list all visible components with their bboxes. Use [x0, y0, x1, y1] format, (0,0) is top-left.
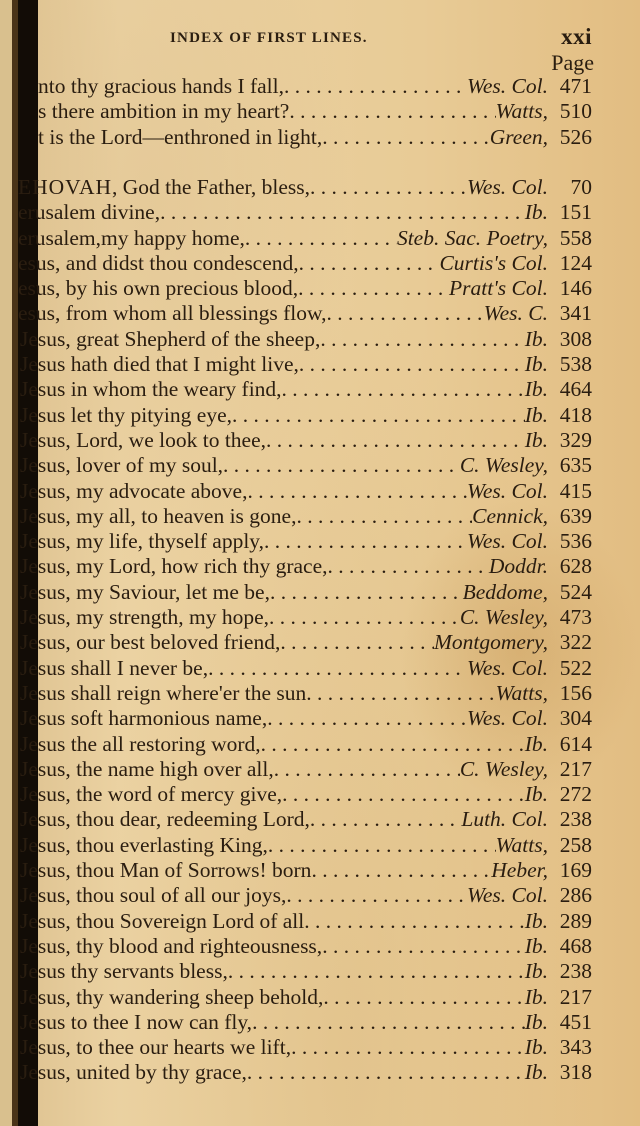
index-section-i [38, 74, 592, 150]
dot-leader [274, 757, 460, 782]
dot-leader [306, 681, 495, 706]
first-line-text: Jesus, our best beloved friend, [20, 630, 281, 655]
hymn-page-number: 169 [559, 858, 592, 883]
hymn-page-number: 558 [559, 225, 592, 250]
first-line-text: Jesus hath died that I might live, [20, 352, 299, 377]
hymn-page-number: 151 [559, 200, 592, 225]
dot-leader [322, 934, 525, 959]
hymn-page-number: 258 [559, 832, 592, 857]
source-attribution: Curtis's Col. [439, 250, 548, 275]
first-line-text: Jesus, my Lord, how rich thy grace, [20, 554, 328, 579]
hymn-page-number: 639 [559, 503, 592, 528]
dot-leader [323, 985, 524, 1010]
index-entry [20, 883, 592, 908]
source-attribution: Doddr. [488, 554, 548, 579]
hymn-page-number: 156 [559, 680, 592, 705]
index-entry [18, 226, 592, 251]
adjacent-page-edge [0, 0, 12, 1126]
first-line-text: esus, and didst thou condescend, [18, 250, 299, 275]
first-line-text: Jesus, thou soul of all our joys, [20, 883, 287, 908]
first-line-text: Jesus, my advocate above, [20, 478, 248, 503]
hymn-page-number: 146 [559, 276, 592, 301]
source-attribution: Ib. [524, 326, 548, 351]
hymn-page-number: 510 [559, 99, 592, 124]
hymn-page-number: 286 [559, 883, 592, 908]
dot-leader [291, 1035, 525, 1060]
hymn-page-number: 468 [559, 933, 592, 958]
index-entry [20, 1010, 592, 1035]
dot-leader [270, 580, 463, 605]
index-entry [20, 580, 592, 605]
hymn-page-number: 272 [559, 782, 592, 807]
dot-leader [310, 175, 467, 200]
dot-leader [208, 656, 467, 681]
index-entry [38, 99, 592, 124]
index-entry [20, 377, 592, 402]
first-line-text: Jesus, thy wandering sheep behold, [20, 984, 324, 1009]
dot-leader [252, 1010, 525, 1035]
first-line-text: Jesus, lover of my soul, [20, 453, 224, 478]
index-entry [20, 706, 592, 731]
hymn-page-number: 322 [559, 630, 592, 655]
index-entry [20, 656, 592, 681]
hymn-page-number: 238 [559, 959, 592, 984]
index-entry [20, 327, 592, 352]
source-attribution: Ib. [524, 200, 548, 225]
hymn-page-number: 538 [559, 352, 592, 377]
index-entry [20, 479, 592, 504]
hymn-page-number: 70 [570, 175, 592, 199]
source-attribution: C. Wesley, [459, 453, 548, 478]
source-attribution: Ib. [524, 959, 548, 984]
dot-leader [267, 706, 467, 731]
source-attribution: Ib. [524, 933, 548, 958]
hymn-page-number: 628 [559, 554, 592, 579]
hymn-page-number: 418 [559, 402, 592, 427]
first-line-text: esus, by his own precious blood, [18, 276, 299, 301]
index-entry [20, 757, 592, 782]
hymn-page-number: 217 [559, 984, 592, 1009]
page-number-roman: xxi [561, 24, 592, 49]
hymn-page-number: 524 [559, 579, 592, 604]
dot-leader [282, 782, 525, 807]
hymn-page-number: 522 [559, 655, 592, 680]
hymn-page-number: 464 [559, 377, 592, 402]
index-entry [20, 630, 592, 655]
source-attribution: Pratt's Col. [449, 276, 548, 301]
source-attribution: Wes. Col. [466, 478, 548, 503]
source-attribution: Wes. Col. [466, 74, 548, 98]
source-attribution: Wes. Col. [466, 655, 548, 680]
first-line-text: t is the Lord—enthroned in light, [38, 124, 323, 149]
source-attribution: Montgomery, [433, 630, 548, 655]
dot-leader [328, 554, 489, 579]
source-attribution: C. Wesley, [459, 756, 548, 781]
first-line-rest: , God the Father, bless, [112, 175, 310, 199]
source-attribution: Wes. Col. [466, 529, 548, 554]
source-attribution: Ib. [524, 377, 548, 402]
first-line-text: Jesus soft harmonious name, [20, 706, 268, 731]
index-entry [20, 782, 592, 807]
index-entry [18, 251, 592, 276]
hymn-page-number: 304 [559, 706, 592, 731]
hymn-page-number: 289 [559, 908, 592, 933]
dot-leader [266, 428, 525, 453]
index-entry [18, 276, 592, 301]
first-line-text: Jesus, my life, thyself apply, [20, 529, 265, 554]
dot-leader [284, 74, 467, 99]
dot-leader [223, 453, 460, 478]
dot-leader [286, 883, 467, 908]
hymn-page-number: 308 [559, 326, 592, 351]
hymn-page-number: 217 [559, 756, 592, 781]
first-line-text: Jesus, my strength, my hope, [20, 605, 270, 630]
source-attribution: Watts, [495, 680, 548, 705]
source-attribution: Steb. Sac. Poetry, [396, 225, 548, 250]
page-column-label: Page [551, 50, 594, 75]
dot-leader [298, 276, 449, 301]
dot-leader [282, 377, 525, 402]
source-attribution: Ib. [524, 908, 548, 933]
hymn-page-number: 341 [559, 301, 592, 326]
first-line-text: Jesus, thou dear, redeeming Lord, [20, 807, 310, 832]
index-entry [20, 605, 592, 630]
source-attribution: Ib. [524, 352, 548, 377]
hymn-page-number: 471 [559, 74, 592, 98]
source-attribution: Wes. Col. [466, 175, 548, 199]
source-attribution: Green, [489, 124, 548, 149]
source-attribution: Beddome, [462, 579, 548, 604]
source-attribution: Watts, [495, 832, 548, 857]
first-line-text: Jesus, great Shepherd of the sheep, [20, 326, 321, 351]
first-line-text: Jesus the all restoring word, [20, 731, 261, 756]
source-attribution: Luth. Col. [461, 807, 548, 832]
first-line-text: Jesus, the word of mercy give, [20, 782, 283, 807]
index-entry [20, 403, 592, 428]
source-attribution: Ib. [524, 1035, 548, 1060]
dot-leader [232, 403, 525, 428]
first-line-text: Jesus, thou Man of Sorrows! born [20, 858, 312, 883]
dot-leader [228, 959, 525, 984]
hymn-page-number: 451 [559, 1009, 592, 1034]
index-entry [18, 175, 592, 200]
first-line-text: erusalem divine, [18, 200, 161, 225]
hymn-page-number: 343 [559, 1035, 592, 1060]
first-line-text: Jesus shall I never be, [20, 655, 209, 680]
dot-leader [327, 301, 484, 326]
first-line-text: Jesus, my all, to heaven is gone, [20, 503, 297, 528]
first-line-text: Jesus to thee I now can fly, [20, 1009, 253, 1034]
source-attribution: Wes. Col. [466, 706, 548, 731]
index-entry [38, 74, 592, 99]
index-entry [20, 807, 592, 832]
index-entry [20, 453, 592, 478]
dot-leader [268, 833, 496, 858]
first-line-text: Jesus, to thee our hearts we lift, [20, 1035, 292, 1060]
hymn-page-number: 238 [559, 807, 592, 832]
first-line-text: Jesus, the name high over all, [20, 756, 274, 781]
hymn-page-number: 614 [559, 731, 592, 756]
hymn-page-number: 124 [559, 250, 592, 275]
source-attribution: C. Wesley, [459, 605, 548, 630]
index-entry [18, 200, 592, 225]
dot-leader [261, 732, 525, 757]
source-attribution: Ib. [524, 1009, 548, 1034]
index-entry [20, 529, 592, 554]
first-line-text: Jesus in whom the weary find, [20, 377, 282, 402]
first-line-text: Jesus, united by thy grace, [20, 1060, 247, 1085]
dot-leader [299, 251, 440, 276]
hymn-page-number: 635 [559, 453, 592, 478]
source-attribution: Cennick, [472, 503, 548, 528]
index-entry [38, 125, 592, 150]
index-entry [20, 681, 592, 706]
index-entry [20, 959, 592, 984]
source-attribution: Ib. [524, 402, 548, 427]
dot-leader [322, 125, 489, 150]
dot-leader [160, 200, 525, 225]
dot-leader [304, 909, 524, 934]
index-entry [20, 909, 592, 934]
hymn-page-number: 526 [559, 124, 592, 149]
index-entry [18, 301, 592, 326]
index-section-j [18, 175, 592, 1086]
first-line-text: Jesus, thou everlasting King, [20, 832, 268, 857]
dot-leader [247, 1060, 525, 1085]
index-entry [20, 554, 592, 579]
index-entry [20, 985, 592, 1010]
index-entry [20, 504, 592, 529]
dot-leader [296, 504, 472, 529]
first-line-text: erusalem,my happy home, [18, 225, 245, 250]
hymn-page-number: 329 [559, 427, 592, 452]
book-page [18, 0, 640, 1126]
first-line-text: s there ambition in my heart? [38, 99, 290, 124]
dot-leader [280, 630, 434, 655]
first-line-text: Jesus let thy pitying eye, [20, 402, 232, 427]
first-line-text: Jesus, my Saviour, let me be, [20, 579, 270, 604]
running-title: INDEX OF FIRST LINES. [170, 30, 368, 46]
dot-leader [247, 479, 466, 504]
hymn-page-number: 473 [559, 605, 592, 630]
source-attribution: Watts, [495, 99, 548, 124]
hymn-page-number: 415 [559, 478, 592, 503]
index-entry [20, 833, 592, 858]
first-line-text: esus, from whom all blessings flow, [18, 301, 327, 326]
first-line-text: Jesus, Lord, we look to thee, [20, 427, 267, 452]
source-attribution: Ib. [524, 731, 548, 756]
first-line-text: nto thy gracious hands I fall, [38, 74, 285, 98]
small-caps-word: EHOVAH [18, 175, 112, 199]
source-attribution: Ib. [524, 984, 548, 1009]
dot-leader [299, 352, 525, 377]
dot-leader [289, 99, 495, 124]
source-attribution: Wes. C. [483, 301, 548, 326]
first-line-text: Jesus shall reign where'er the sun [20, 680, 307, 705]
dot-leader [311, 858, 491, 883]
index-entry [20, 934, 592, 959]
index-entry [20, 428, 592, 453]
first-line-text: Jesus, thy blood and righteousness, [20, 933, 323, 958]
dot-leader [320, 327, 524, 352]
first-line-text: Jesus, thou Sovereign Lord of all [20, 908, 305, 933]
dot-leader [245, 226, 397, 251]
dot-leader [269, 605, 460, 630]
source-attribution: Ib. [524, 782, 548, 807]
dot-leader [310, 807, 461, 832]
source-attribution: Heber, [491, 858, 548, 883]
hymn-page-number: 318 [559, 1060, 592, 1085]
dot-leader [264, 529, 467, 554]
first-line-text: Jesus thy servants bless, [20, 959, 228, 984]
source-attribution: Wes. Col. [466, 883, 548, 908]
index-entry [20, 352, 592, 377]
index-entry [20, 858, 592, 883]
hymn-page-number: 536 [559, 529, 592, 554]
index-entry [20, 1035, 592, 1060]
source-attribution: Ib. [524, 427, 548, 452]
index-entry [20, 1060, 592, 1085]
index-entry [20, 732, 592, 757]
first-line-text [18, 175, 310, 200]
source-attribution: Ib. [524, 1060, 548, 1085]
